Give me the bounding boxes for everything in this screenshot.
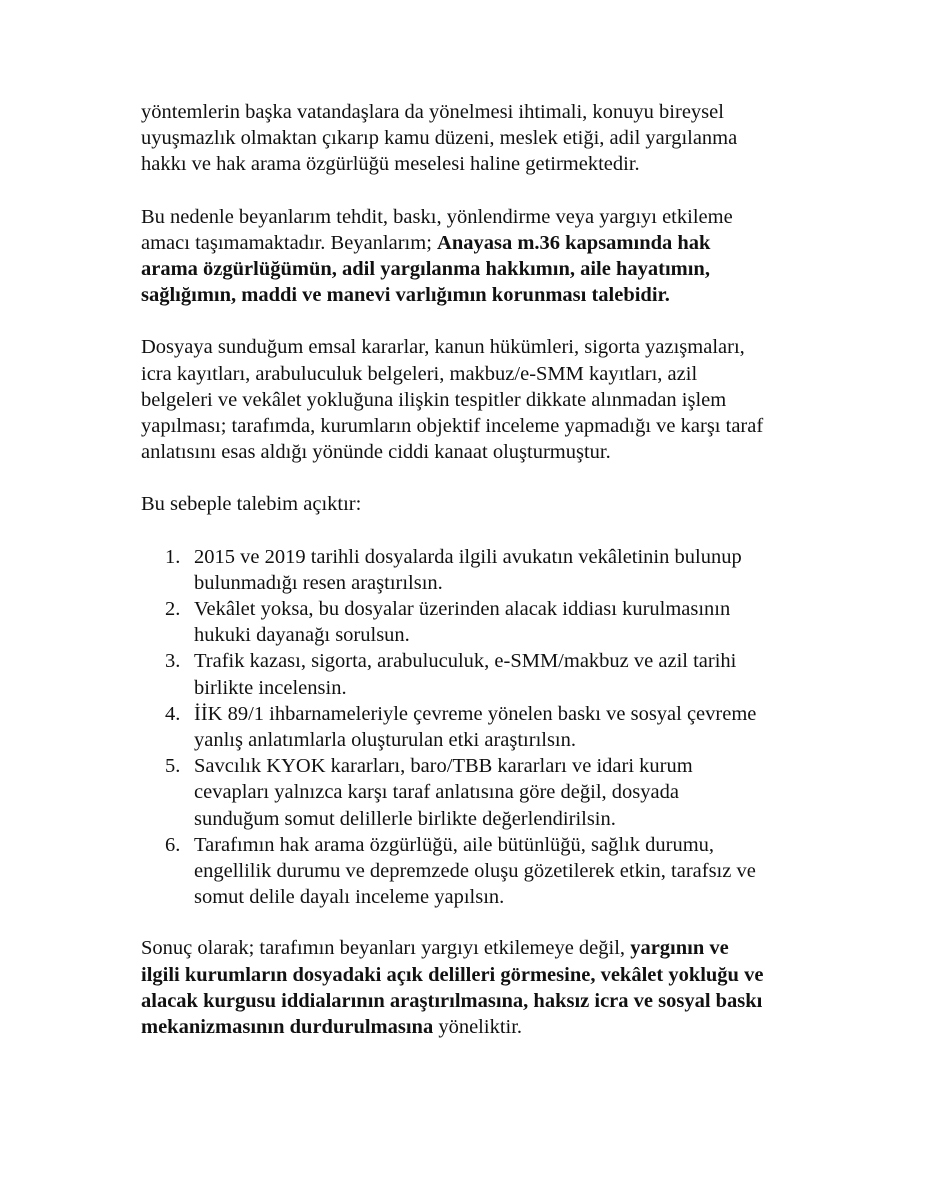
request-item: [141, 753, 767, 832]
request-item-number: 1.: [165, 545, 181, 568]
request-item-text: Vekâlet yoksa, bu dosyalar üzerinden alacak iddiası kurulmasının hukuki dayanağı sorulsun.: [194, 598, 731, 647]
paragraph-conclusion-emphasis: yargının ve ilgili kurumların dosyadaki açık delilleri görmesine, vekâlet yokluğu ve alacak kurgusu iddialarının araştırılmasına, haksız icra ve sosyal baskı mekanizmasının durdurulmasına: [141, 937, 764, 1039]
request-item-number: 5.: [165, 755, 181, 778]
paragraph-statement-emphasis: Anayasa m.36 kapsamında hak arama özgürlüğümün, adil yargılanma hakkımın, aile hayatımın, sağlığımın, maddi ve manevi varlığımın korunması talebidir.: [141, 231, 711, 307]
request-item: [141, 544, 767, 596]
request-item-text: İİK 89/1 ihbarnameleriyle çevreme yönelen baskı ve sosyal çevreme yanlış anlatımlarla oluşturulan etki araştırılsın.: [194, 702, 757, 752]
request-item-number: 6.: [165, 833, 181, 856]
paragraph-conclusion-text-end: yöneliktir.: [433, 1016, 523, 1039]
paragraph-request-intro: [141, 491, 767, 517]
request-item-text: 2015 ve 2019 tarihli dosyalarda ilgili avukatın vekâletinin bulunup bulunmadığı resen araştırılsın.: [194, 545, 742, 594]
request-item-number: 3.: [165, 650, 181, 673]
request-item-text: Savcılık KYOK kararları, baro/TBB kararları ve idari kurum cevapları yalnızca karşı taraf anlatısına göre değil, dosyada sunduğum somut delillerle birlikte değerlendirilsin.: [194, 755, 693, 830]
request-item: [141, 648, 767, 700]
request-item-text: Tarafımın hak arama özgürlüğü, aile bütünlüğü, sağlık durumu, engellilik durumu ve depremzede oluşu gözetilerek etkin, tarafsız ve somut delile dayalı inceleme yapılsın.: [194, 833, 756, 909]
paragraph-statement-text: Bu nedenle beyanlarım tehdit, baskı, yönlendirme veya yargıyı etkileme amacı taşımamaktadır. Beyanlarım;: [141, 205, 733, 254]
request-item-number: 2.: [165, 598, 181, 621]
paragraph-evidence-text: Dosyaya sunduğum emsal kararlar, kanun hükümleri, sigorta yazışmaları, icra kayıtları, arabuluculuk belgeleri, makbuz/e-SMM kayıtları, azil belgeleri ve vekâlet yokluğuna ilişkin tespitler dikkate alınmadan işlem yapılması; tarafımda, kurumların objektif inceleme yapmadığı ve karşı taraf anlatısını esas aldığı yönünde ciddi kanaat oluşturmuştur.: [141, 336, 764, 464]
request-item-text: Trafik kazası, sigorta, arabuluculuk, e-SMM/makbuz ve azil tarihi birlikte incelensin.: [194, 650, 737, 699]
request-item: [141, 596, 767, 648]
paragraph-statement: [141, 204, 767, 309]
paragraph-conclusion: [141, 935, 767, 1040]
request-item: [141, 701, 767, 753]
request-item-number: 4.: [165, 702, 181, 725]
paragraph-request-intro-text: Bu sebeple talebim açıktır:: [141, 493, 362, 516]
request-item: [141, 832, 767, 911]
paragraph-evidence: [141, 334, 767, 465]
paragraph-context-text: yöntemlerin başka vatandaşlara da yönelmesi ihtimali, konuyu bireysel uyuşmazlık olmaktan çıkarıp kamu düzeni, meslek etiği, adil yargılanma hakkı ve hak arama özgürlüğü meselesi haline getirmektedir.: [141, 101, 738, 176]
paragraph-conclusion-text-start: Sonuç olarak; tarafımın beyanları yargıyı etkilemeye değil,: [141, 937, 631, 960]
request-list: [141, 544, 767, 911]
paragraph-context: [141, 99, 767, 178]
